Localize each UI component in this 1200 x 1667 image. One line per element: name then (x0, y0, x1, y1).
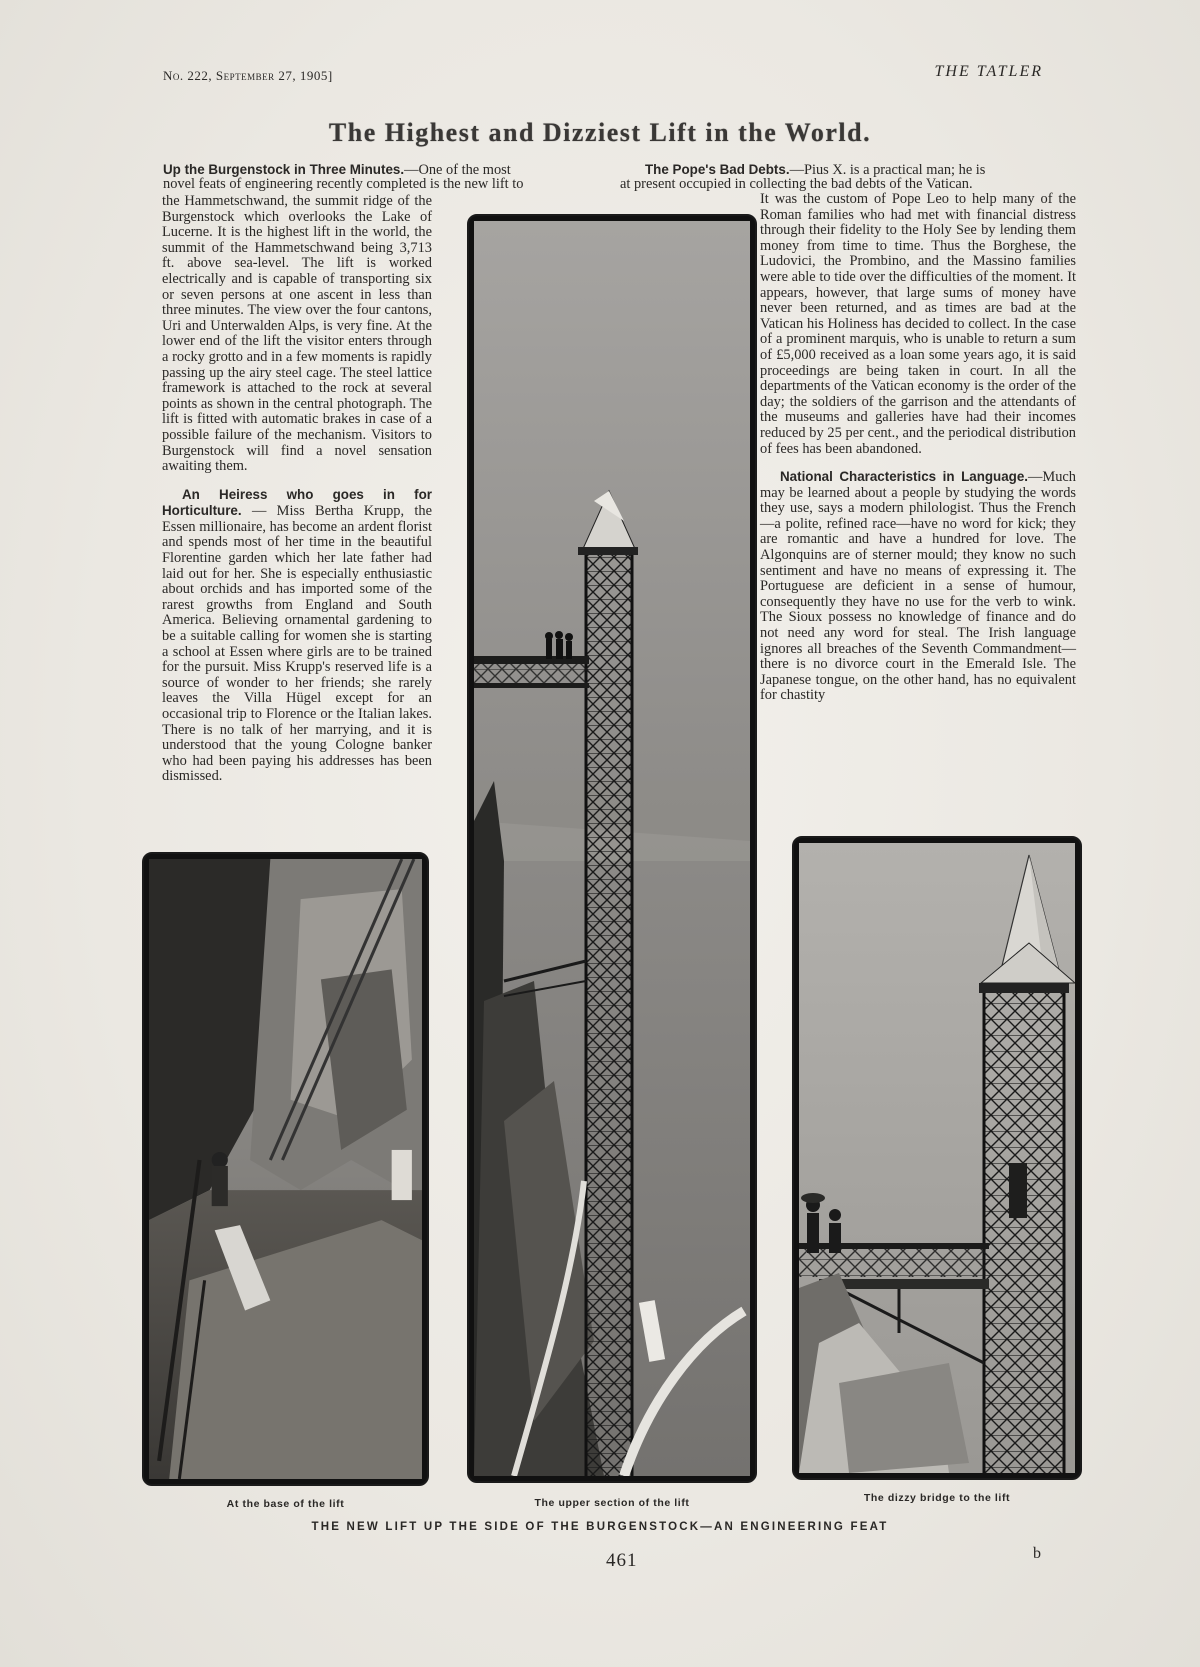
caption-base: At the base of the lift (226, 1498, 345, 1510)
pope-intro-line2: at present occupied in collecting the bad debts of the Vatican. (620, 176, 973, 192)
left-column (162, 194, 432, 785)
caption-bridge: The dizzy bridge to the lift (863, 1492, 1011, 1504)
heiress-body: — Miss Bertha Krupp, the Essen millionaire, has become an ardent florist and spends most of her time in the beautiful Florentine garden which her late father had laid out for her. She is especially enthusiastic about orchids and has imported some of the rarest growths from England and South America. Believing ornamental gardening to be a suitable calling for women she is starting a school at Essen where girls are to be trained for the pursuit. Miss Krupp's reserved life is a source of wonder to her friends; she rarely leaves the Villa Hügel except for an occasional trip to Florence or the Italian lakes. There is no talk of her marrying, and it is understood that the young Cologne banker who had been paying his addresses has been dismissed. (162, 503, 432, 785)
pope-intro-tail: —Pius X. is a practical man; he is (789, 162, 986, 178)
lift-body: the Hammetschwand, the summit ridge of the Burgenstock which overlooks the Lake of Lucerne. It is the highest lift in the world, the summit of the Hammetschwand being 3,713 ft. above sea-level. The lift is worked electrically and is capable of transporting six or seven persons at one ascent in less than three minutes. The view over the four cantons, Uri and Unterwalden Alps, is very fine. At the lower end of the lift the visitor enters through a rocky grotto and in a few moments is rapidly passing up the airy steel cage. The steel lattice framework is attached to the rock at several points as shown in the central photograph. The lift is fitted with automatic brakes in case of a possible failure of the mechanism. Visitors to Burgenstock will find a novel sensation awaiting them. (162, 193, 432, 475)
photo-upper-section (467, 214, 757, 1483)
language-heading: National Characteristics in Language. (780, 469, 1029, 485)
page-title: The Highest and Dizziest Lift in the World. (328, 118, 872, 147)
upper-section-image (474, 221, 750, 1476)
heiress-paragraph (162, 487, 432, 785)
dizzy-bridge-image (799, 843, 1075, 1473)
photo-base-of-lift (142, 852, 429, 1486)
signature-mark: b (1033, 1545, 1041, 1562)
lift-intro-tail: —One of the most (404, 162, 511, 178)
issue-line: No. 222, September 27, 1905] (163, 68, 333, 83)
magazine-name: THE TATLER (934, 63, 1043, 80)
language-body: —Much may be learned about a people by studying the words they use, says a modern philologist. Thus the French—a polite, refined race—have no word for kick; they are romantic and have a hundred for love. The Algonquins are of sterner mould; they know no such sentiment and have no means of expressing it. The Portuguese are deficient in a sense of humour, consequently they have no use for the verb to wink. The Sioux possess no knowledge of finance and do not need any word for steal. The Irish language ignores all breaches of the Seventh Commandment—there is no divorce court in the Emerald Isle. The Japanese tongue, on the other hand, has no equivalent for chastity (760, 469, 1076, 704)
main-caption: THE NEW LIFT UP THE SIDE OF THE BURGENSTOCK—AN ENGINEERING FEAT (311, 1521, 889, 1533)
base-of-lift-image (149, 859, 422, 1479)
photo-dizzy-bridge (792, 836, 1082, 1480)
lift-heading: Up the Burgenstock in Three Minutes. (163, 162, 405, 177)
language-paragraph (760, 469, 1076, 704)
page-number: 461 (606, 1550, 638, 1571)
heiress-heading: An Heiress who goes in for Horticulture. (162, 486, 432, 519)
pope-heading: The Pope's Bad Debts. (645, 162, 790, 177)
right-column (760, 192, 1076, 704)
lift-intro-line2: novel feats of engineering recently completed is the new lift to (163, 176, 524, 192)
caption-upper: The upper section of the lift (534, 1497, 690, 1509)
pope-body: It was the custom of Pope Leo to help many of the Roman families who had met with financial distress through their fidelity to the Holy See by lending them money from time to time. Thus the Borghese, the Ludovici, the Prombino, and the Massino families were able to tide over the difficulties of the moment. It appears, however, that large sums of money have never been returned, and as times are bad at the Vatican his Holiness has decided to collect. In the case of a prominent marquis, who is unable to return a sum of £5,000 received as a loan some years ago, it is said proceedings are being taken in court. In all the departments of the Vatican economy is the order of the day; the soldiers of the garrison and the attendants of the museums and galleries have had their incomes reduced by 25 per cent., and the periodical distribution of fees has been abandoned. (760, 191, 1076, 457)
